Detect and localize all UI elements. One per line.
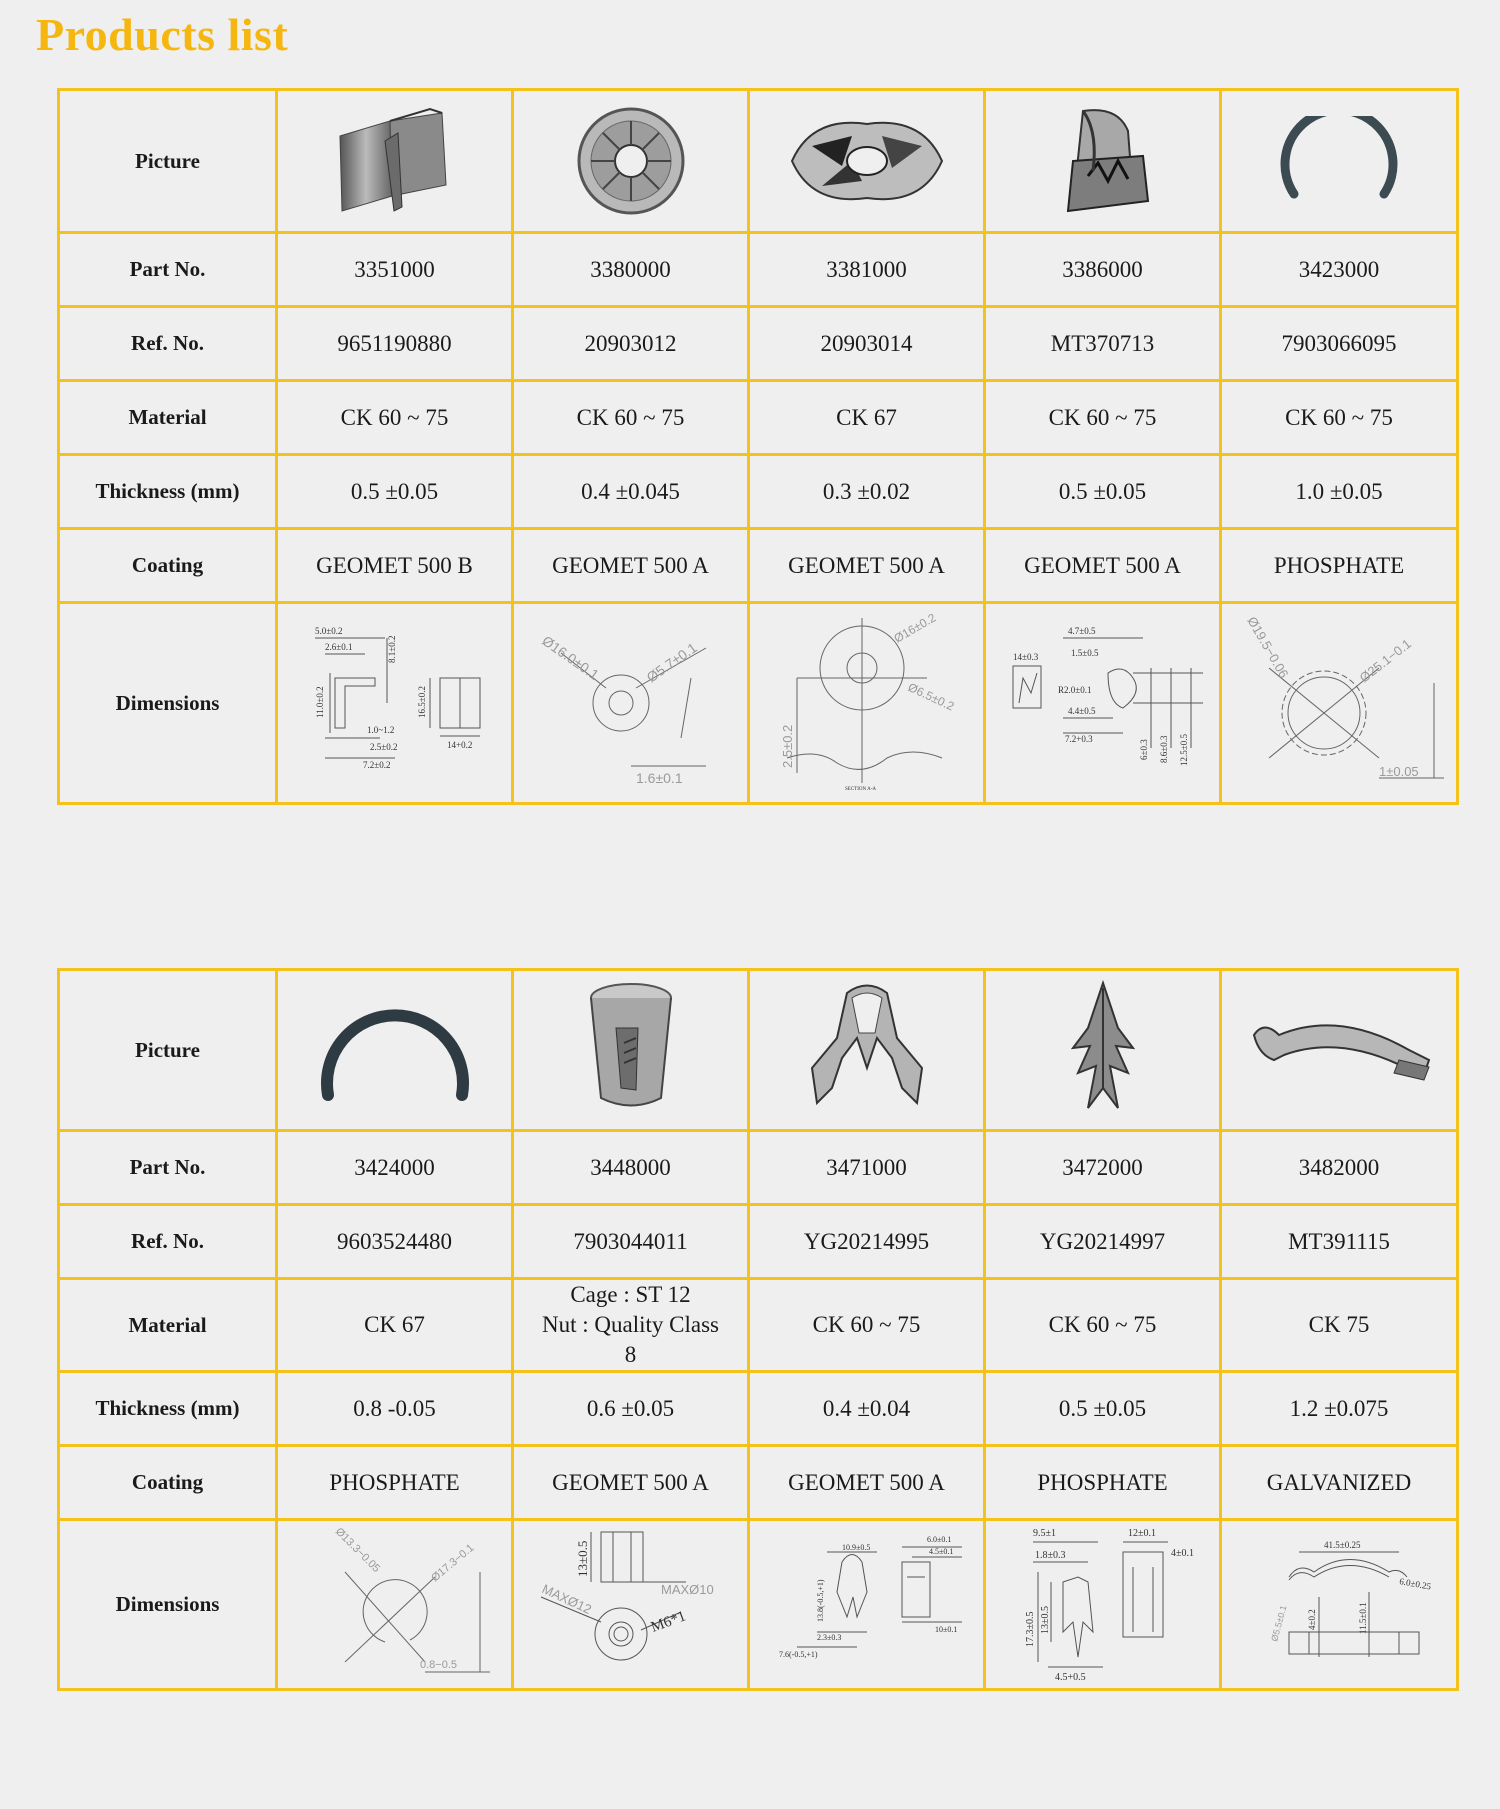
- ref-no-cell: 7903044011: [513, 1205, 749, 1279]
- dim-label: Ø5.5±0.1: [1269, 1604, 1289, 1643]
- coating-cell: GALVANIZED: [1221, 1446, 1458, 1520]
- picture-cell: [513, 90, 749, 233]
- dim-label: 10.9±0.5: [841, 1543, 870, 1552]
- cage-nut-picture: [576, 978, 686, 1123]
- dim-label: 8.6±0.3: [1158, 735, 1169, 763]
- dim-label: Ø25.1−0.1: [1356, 635, 1414, 686]
- coating-cell: GEOMET 500 A: [513, 1446, 749, 1520]
- thickness-cell: 0.5 ±0.05: [277, 455, 513, 529]
- thickness-cell: 0.5 ±0.05: [985, 455, 1221, 529]
- curved-clip-picture: [1244, 1005, 1434, 1095]
- part-no-cell: 3448000: [513, 1131, 749, 1205]
- dim-label: 41.5±0.25: [1324, 1540, 1361, 1550]
- picture-cell: [277, 90, 513, 233]
- row-label-dimensions: Dimensions: [59, 603, 277, 804]
- coating-cell: GEOMET 500 A: [749, 1446, 985, 1520]
- dim-label: MAXØ10: [660, 1582, 714, 1597]
- dim-label: 2.5±0.2: [369, 742, 397, 752]
- dim-label: 1.0~1.2: [366, 725, 394, 735]
- material-cell: [1221, 1279, 1458, 1372]
- thickness-cell: 0.5 ±0.05: [985, 1372, 1221, 1446]
- picture-cell: [1221, 90, 1458, 233]
- dimensions-cell: [985, 603, 1221, 804]
- thickness-cell: 0.8 -0.05: [277, 1372, 513, 1446]
- dim-label: 4.5+0.5: [1054, 1672, 1086, 1683]
- dim-label: 12±0.1: [1127, 1528, 1156, 1539]
- picture-cell: [749, 970, 985, 1131]
- dimensions-cell: [749, 1520, 985, 1690]
- dimensions-cell: [1221, 1520, 1458, 1690]
- material-cell: CK 60 ~ 75: [277, 381, 513, 455]
- dim-label: 6±0.3: [1138, 739, 1149, 760]
- products-table-2: [57, 968, 1459, 1691]
- material-cell: CK 60 ~ 75: [1221, 381, 1458, 455]
- dim-label: 9.5±1: [1032, 1528, 1056, 1539]
- dim-label: 1.8±0.3: [1034, 1550, 1065, 1561]
- page-title: Products list: [36, 9, 289, 60]
- spring-clip-picture: [797, 978, 937, 1123]
- dim-label: Ø6.5±0.2: [905, 680, 956, 714]
- wave-washer-picture: [782, 106, 952, 216]
- products-table-1: [57, 88, 1459, 805]
- ref-no-cell: 9651190880: [277, 307, 513, 381]
- material-line: CK 60 ~ 75: [1048, 1312, 1157, 1337]
- spring-clip-picture: [330, 101, 460, 221]
- material-cell: [513, 1279, 749, 1372]
- dim-label: 10±0.1: [934, 1625, 957, 1634]
- dim-label: 4.4±0.5: [1067, 706, 1095, 716]
- material-line: CK 60 ~ 75: [812, 1312, 921, 1337]
- dimension-drawing: [521, 1522, 741, 1687]
- ref-no-cell: 20903012: [513, 307, 749, 381]
- thickness-cell: 1.2 ±0.075: [1221, 1372, 1458, 1446]
- row-label-coating: Coating: [59, 529, 277, 603]
- picture-cell: [749, 90, 985, 233]
- thickness-cell: 0.4 ±0.04: [749, 1372, 985, 1446]
- dimension-drawing: [757, 608, 977, 798]
- dim-label: 7.6(-0.5,+1): [778, 1650, 818, 1659]
- dim-label: 14±0.3: [1012, 652, 1038, 662]
- part-no-cell: 3351000: [277, 233, 513, 307]
- ref-no-cell: 9603524480: [277, 1205, 513, 1279]
- dim-label: 13±0.5: [574, 1540, 590, 1577]
- picture-cell: [985, 970, 1221, 1131]
- push-nut-picture: [571, 101, 691, 221]
- dimensions-cell: [1221, 603, 1458, 804]
- coating-cell: PHOSPHATE: [1221, 529, 1458, 603]
- dimension-drawing: [1229, 1522, 1449, 1687]
- material-cell: [749, 1279, 985, 1372]
- dim-label: 4±0.2: [1307, 1609, 1317, 1630]
- material-line: 8: [624, 1342, 637, 1367]
- row-label-dimensions: Dimensions: [59, 1520, 277, 1690]
- bracket-clip-picture: [1043, 101, 1163, 221]
- dim-label: R2.0±0.1: [1057, 685, 1091, 695]
- dim-label: 16.5±0.2: [416, 686, 427, 718]
- material-cell: CK 60 ~ 75: [513, 381, 749, 455]
- part-no-cell: 3472000: [985, 1131, 1221, 1205]
- dim-label: 17.3±0.5: [1024, 1611, 1036, 1647]
- thickness-cell: 0.6 ±0.05: [513, 1372, 749, 1446]
- dimensions-cell: [985, 1520, 1221, 1690]
- part-no-cell: 3380000: [513, 233, 749, 307]
- material-line: CK 67: [364, 1312, 425, 1337]
- dim-label: 7.2±0.2: [362, 760, 390, 770]
- part-no-cell: 3424000: [277, 1131, 513, 1205]
- dimensions-cell: [513, 1520, 749, 1690]
- material-cell: CK 60 ~ 75: [985, 381, 1221, 455]
- dimension-drawing: [993, 1522, 1213, 1687]
- dim-label: 4.5±0.1: [928, 1547, 953, 1556]
- row-label-material: Material: [59, 381, 277, 455]
- ref-no-cell: YG20214997: [985, 1205, 1221, 1279]
- part-no-cell: 3423000: [1221, 233, 1458, 307]
- dim-label: Ø13.3−0.05: [332, 1525, 382, 1576]
- material-cell: [985, 1279, 1221, 1372]
- ref-no-cell: 7903066095: [1221, 307, 1458, 381]
- dim-label: 11.5±0.1: [1358, 1602, 1368, 1634]
- dim-label: Ø16.0±0.1: [538, 632, 602, 683]
- material-line: CK 75: [1308, 1312, 1370, 1337]
- retaining-ring-picture: [310, 990, 480, 1110]
- coating-cell: GEOMET 500 A: [985, 529, 1221, 603]
- dim-label: 2.5±0.2: [779, 724, 795, 768]
- dim-label: 1.5±0.5: [1070, 648, 1098, 658]
- dimension-drawing: [285, 608, 505, 798]
- dim-label: Ø5.7±0.1: [643, 639, 700, 686]
- dim-label: 14+0.2: [446, 740, 472, 750]
- part-no-cell: 3381000: [749, 233, 985, 307]
- row-label-picture: Picture: [59, 970, 277, 1131]
- thickness-cell: 1.0 ±0.05: [1221, 455, 1458, 529]
- dimensions-cell: [277, 1520, 513, 1690]
- dimension-drawing: [757, 1522, 977, 1687]
- row-label-thickness: Thickness (mm): [59, 455, 277, 529]
- row-label-coating: Coating: [59, 1446, 277, 1520]
- dim-label: 4.7±0.5: [1067, 626, 1095, 636]
- material-line: Cage : ST 12: [570, 1282, 691, 1307]
- row-label-ref-no: Ref. No.: [59, 1205, 277, 1279]
- dim-label: MAXØ12: [539, 1581, 594, 1618]
- dimension-drawing: [993, 608, 1213, 798]
- dim-label: 2.3±0.3: [816, 1633, 841, 1642]
- picture-cell: [277, 970, 513, 1131]
- part-no-cell: 3471000: [749, 1131, 985, 1205]
- row-label-ref-no: Ref. No.: [59, 307, 277, 381]
- retaining-ring-picture: [1274, 116, 1404, 206]
- row-label-part-no: Part No.: [59, 233, 277, 307]
- ref-no-cell: YG20214995: [749, 1205, 985, 1279]
- dim-label: 2.6±0.1: [324, 642, 352, 652]
- dim-label: Ø19.5−0.06: [1244, 614, 1292, 681]
- dim-label: Ø16±0.2: [891, 610, 938, 646]
- ref-no-cell: MT391115: [1221, 1205, 1458, 1279]
- material-cell: CK 67: [749, 381, 985, 455]
- thickness-cell: 0.3 ±0.02: [749, 455, 985, 529]
- picture-cell: [1221, 970, 1458, 1131]
- dimensions-cell: [277, 603, 513, 804]
- coating-cell: GEOMET 500 A: [513, 529, 749, 603]
- dim-label: 6.0±0.25: [1398, 1576, 1432, 1592]
- material-cell: [277, 1279, 513, 1372]
- dim-label: 11.0±0.2: [314, 686, 325, 718]
- dim-label: 0.8−0.5: [419, 1659, 457, 1671]
- dim-label: 1±0.05: [1379, 764, 1419, 779]
- coating-cell: GEOMET 500 A: [749, 529, 985, 603]
- part-no-cell: 3386000: [985, 233, 1221, 307]
- fir-tree-clip-picture: [1048, 978, 1158, 1123]
- material-line: Nut : Quality Class: [542, 1312, 719, 1337]
- dimension-drawing: [1229, 608, 1449, 798]
- dim-label: 6.0±0.1: [926, 1535, 951, 1544]
- row-label-picture: Picture: [59, 90, 277, 233]
- dim-label: 1.6±0.1: [635, 770, 683, 786]
- dimension-drawing: [521, 608, 741, 798]
- dimensions-cell: [513, 603, 749, 804]
- dim-label: 5.0±0.2: [314, 626, 342, 636]
- dimensions-cell: [749, 603, 985, 804]
- picture-cell: [985, 90, 1221, 233]
- dim-label: 8.1±0.2: [386, 635, 397, 663]
- dim-label: Ø17.3−0.1: [428, 1541, 477, 1585]
- ref-no-cell: 20903014: [749, 307, 985, 381]
- part-no-cell: 3482000: [1221, 1131, 1458, 1205]
- coating-cell: GEOMET 500 B: [277, 529, 513, 603]
- picture-cell: [513, 970, 749, 1131]
- dim-label: M6*1: [648, 1608, 688, 1636]
- dimension-drawing: [285, 1522, 505, 1687]
- coating-cell: PHOSPHATE: [985, 1446, 1221, 1520]
- thickness-cell: 0.4 ±0.045: [513, 455, 749, 529]
- dim-label: 13.8(-0.5,+1): [815, 1579, 825, 1622]
- row-label-thickness: Thickness (mm): [59, 1372, 277, 1446]
- ref-no-cell: MT370713: [985, 307, 1221, 381]
- dim-label: 7.2+0.3: [1064, 734, 1093, 744]
- coating-cell: PHOSPHATE: [277, 1446, 513, 1520]
- dim-label: 4±0.1: [1170, 1548, 1194, 1559]
- row-label-material: Material: [59, 1279, 277, 1372]
- dim-label: 13±0.5: [1039, 1606, 1051, 1634]
- row-label-part-no: Part No.: [59, 1131, 277, 1205]
- dim-label: 12.5±0.5: [1178, 734, 1189, 766]
- dim-label: SECTION A-A: [844, 787, 876, 792]
